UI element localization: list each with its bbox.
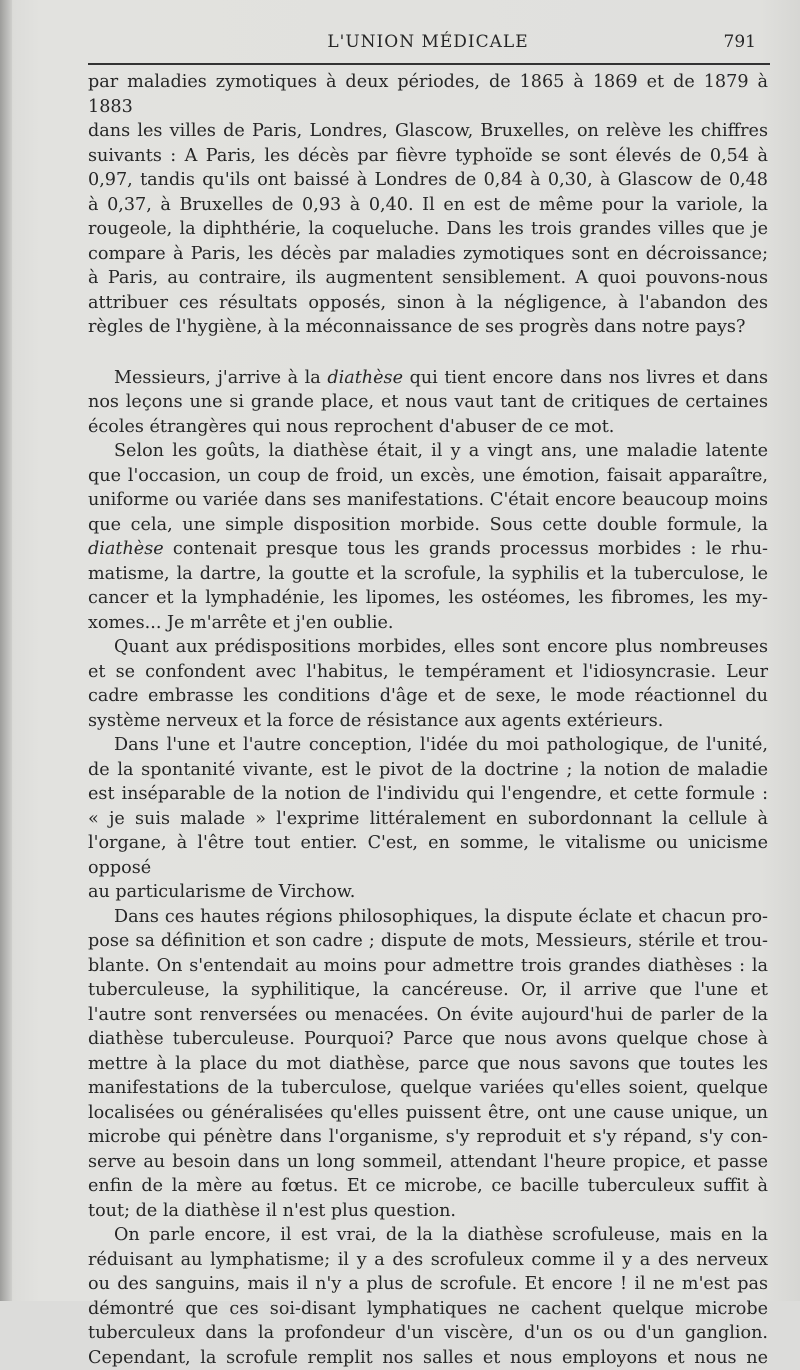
text-line: 0,97, tandis qu'ils ont baissé à Londres de 0,84 à 0,30, à Glascow de 0,48	[88, 168, 768, 193]
binding-gutter	[0, 0, 12, 1301]
text-line: tuberculeuse, la syphilitique, la cancéreuse. Or, il arrive que l'une et	[88, 978, 768, 1003]
body-text	[88, 70, 768, 1370]
text-line: On parle encore, il est vrai, de la la diathèse scrofuleuse, mais en la	[88, 1223, 768, 1248]
text-line: serve au besoin dans un long sommeil, attendant l'heure propice, et passe	[88, 1150, 768, 1175]
text-line: « je suis malade » l'exprime littéralement en subordonnant la cellule à	[88, 807, 768, 832]
text-line: que cela, une simple disposition morbide. Sous cette double formule, la	[88, 513, 768, 538]
text-line: suivants : A Paris, les décès par fièvre typhoïde se sont élevés de 0,54 à	[88, 144, 768, 169]
text-line: manifestations de la tuberculose, quelque variées qu'elles soient, quelque	[88, 1076, 768, 1101]
text-line: par maladies zymotiques à deux périodes, de 1865 à 1869 et de 1879 à 1883	[88, 70, 768, 119]
text-line: nos leçons une si grande place, et nous vaut tant de critiques de certaines	[88, 390, 768, 415]
text-line: rougeole, la diphthérie, la coqueluche. Dans les trois grandes villes que je	[88, 217, 768, 242]
text-line: dans les villes de Paris, Londres, Glascow, Bruxelles, on relève les chiffres	[88, 119, 768, 144]
text-line: de la spontanité vivante, est le pivot de la doctrine ; la notion de maladie	[88, 758, 768, 783]
text-line: et se confondent avec l'habitus, le tempérament et l'idiosyncrasie. Leur	[88, 660, 768, 685]
text-line: règles de l'hygiène, à la méconnaissance de ses progrès dans notre pays?	[88, 315, 768, 340]
text-line: Cependant, la scrofule remplit nos salles et nous employons et nous ne	[88, 1346, 768, 1370]
text-line	[88, 537, 768, 562]
text-line: blante. On s'entendait au moins pour admettre trois grandes diathèses : la	[88, 954, 768, 979]
text-line: enfin de la mère au fœtus. Et ce microbe, ce bacille tuberculeux suffit à	[88, 1174, 768, 1199]
emphasis-diathese: diathèse	[327, 368, 403, 388]
text-line: démontré que ces soi-disant lymphatiques ne cachent quelque microbe	[88, 1297, 768, 1322]
text-line: attribuer ces résultats opposés, sinon à la négligence, à l'abandon des	[88, 291, 768, 316]
text-line: à Paris, au contraire, ils augmentent sensiblement. A quoi pouvons-nous	[88, 266, 768, 291]
header-rule	[88, 63, 770, 65]
text-line: pose sa définition et son cadre ; dispute de mots, Messieurs, stérile et trou-	[88, 929, 768, 954]
text-line: l'autre sont renversées ou menacées. On évite aujourd'hui de parler de la	[88, 1003, 768, 1028]
text-span: contenait presque tous les grands processus morbides : le rhu-	[164, 539, 768, 559]
text-line: réduisant au lymphatisme; il y a des scrofuleux comme il y a des nerveux	[88, 1248, 768, 1273]
text-line: l'organe, à l'être tout entier. C'est, en somme, le vitalisme ou unicisme opposé	[88, 831, 768, 880]
text-line: cancer et la lymphadénie, les lipomes, les ostéomes, les fibromes, les my-	[88, 586, 768, 611]
text-line: xomes... Je m'arrête et j'en oublie.	[88, 611, 768, 636]
text-line: Selon les goûts, la diathèse était, il y a vingt ans, une maladie latente	[88, 439, 768, 464]
text-line: matisme, la dartre, la goutte et la scrofule, la syphilis et la tuberculose, le	[88, 562, 768, 587]
text-line: écoles étrangères qui nous reprochent d'abuser de ce mot.	[88, 415, 768, 440]
text-line: cadre embrasse les conditions d'âge et de sexe, le mode réactionnel du	[88, 684, 768, 709]
text-line: mettre à la place du mot diathèse, parce que nous savons que toutes les	[88, 1052, 768, 1077]
text-line: que l'occasion, un coup de froid, un excès, une émotion, faisait apparaître,	[88, 464, 768, 489]
text-line: compare à Paris, les décès par maladies zymotiques sont en décroissance;	[88, 242, 768, 267]
text-line: uniforme ou variée dans ses manifestations. C'était encore beaucoup moins	[88, 488, 768, 513]
page-header	[88, 30, 768, 58]
text-line: au particularisme de Virchow.	[88, 880, 768, 905]
text-span: qui tient encore dans nos livres et dans	[403, 368, 768, 388]
running-title: L'UNION MÉDICALE	[88, 32, 768, 52]
text-line: Dans l'une et l'autre conception, l'idée du moi pathologique, de l'unité,	[88, 733, 768, 758]
text-line	[88, 366, 768, 391]
text-span: Messieurs, j'arrive à la	[114, 368, 327, 388]
text-line: Quant aux prédispositions morbides, elles sont encore plus nombreuses	[88, 635, 768, 660]
text-line: diathèse tuberculeuse. Pourquoi? Parce que nous avons quelque chose à	[88, 1027, 768, 1052]
page-number: 791	[724, 32, 756, 52]
text-line: ou des sanguins, mais il n'y a plus de scrofule. Et encore ! il ne m'est pas	[88, 1272, 768, 1297]
emphasis-diathese: diathèse	[88, 539, 164, 559]
text-line: tout; de la diathèse il n'est plus question.	[88, 1199, 768, 1224]
text-line: tuberculeux dans la profondeur d'un viscère, d'un os ou d'un ganglion.	[88, 1321, 768, 1346]
text-line: localisées ou généralisées qu'elles puissent être, ont une cause unique, un	[88, 1101, 768, 1126]
text-line: est inséparable de la notion de l'individu qui l'engendre, et cette formule :	[88, 782, 768, 807]
text-line: microbe qui pénètre dans l'organisme, s'y reproduit et s'y répand, s'y con-	[88, 1125, 768, 1150]
text-line: Dans ces hautes régions philosophiques, la dispute éclate et chacun pro-	[88, 905, 768, 930]
text-line: système nerveux et la force de résistance aux agents extérieurs.	[88, 709, 768, 734]
text-line: à 0,37, à Bruxelles de 0,93 à 0,40. Il en est de même pour la variole, la	[88, 193, 768, 218]
paragraph-gap	[88, 340, 768, 366]
